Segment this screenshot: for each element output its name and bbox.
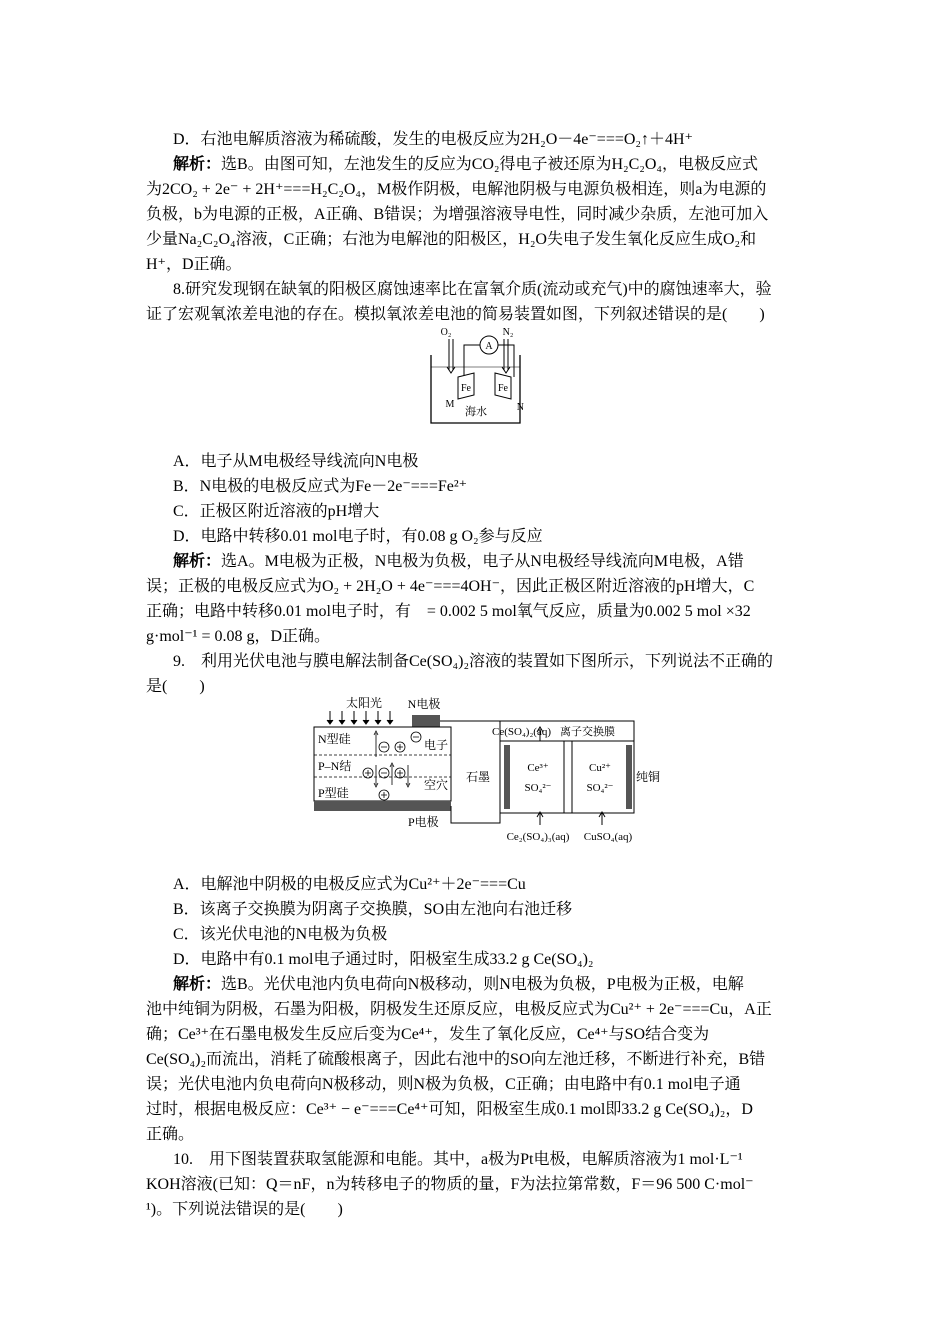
sunlight-label: 太阳光	[345, 696, 383, 710]
q8-analysis-line: 正确；电路中转移0.01 mol电子时，有 = 0.002 5 mol氧气反应，质量为0.002 5 mol ×32	[146, 603, 751, 620]
q9-analysis-line: 池中纯铜为阴极，石墨为阳极，阴极发生还原反应，电极反应式为Cu²⁺ + 2e⁻===Cu，A正	[146, 1001, 772, 1018]
q9-analysis-line: 解析：选B。光伏电池内负电荷向N极移动，则N电极为负极，P电极为正极，电解	[173, 976, 744, 993]
photovoltaic-electrolysis-figure	[312, 693, 661, 853]
q8-analysis-line: 误；正极的电极反应式为O₂ + 2H₂O + 4e⁻===4OH⁻，因此正极区附近溶液的pH增大，C	[146, 578, 755, 595]
q9-option: C．该光伏电池的N电极为负极	[173, 926, 388, 943]
q7-analysis-line: 负极，b为电源的正极，A正确、B错误；为增强溶液导电性，同时减少杂质，左池可加入	[146, 206, 769, 223]
sunlight-arrows	[327, 711, 393, 724]
inlet-right-label: CuSO₄(aq)	[583, 831, 633, 843]
pn-label: P–N结	[318, 759, 352, 773]
q9-analysis-line: 误；光伏电池内负电荷向N极移动，则N极为负极，C正确；由电路中有0.1 mol电子通	[146, 1076, 741, 1093]
so4-right-label: SO₄²⁻	[586, 782, 614, 794]
q7-analysis-line: H⁺，D正确。	[146, 256, 242, 273]
q9-option: D．电路中有0.1 mol电子通过时，阳极室生成33.2 g Ce(SO₄)₂	[173, 951, 594, 968]
q8-option: C．正极区附近溶液的pH增大	[173, 503, 380, 520]
q9-analysis-line: Ce(SO₄)₂而流出，消耗了硫酸根离子，因此右池中的SO向左池迁移，不断进行补充，B错	[146, 1051, 766, 1068]
o2-label: O₂	[440, 327, 452, 338]
q9-stem-line: 是( )	[146, 678, 205, 695]
cu-ion-label: Cu²⁺	[589, 762, 611, 774]
membrane-label: 离子交换膜	[560, 726, 615, 738]
q10-stem-line: KOH溶液(已知：Q＝nF，n为转移电子的物质的量，F为法拉第常数，F＝96 500 C·mol⁻	[146, 1176, 754, 1193]
so4-left-label: SO₄²⁻	[524, 782, 552, 794]
n2-label: N₂	[502, 327, 514, 338]
outlet-label: Ce(SO₄)₂(aq)	[492, 726, 551, 738]
ammeter-label: A	[485, 341, 493, 352]
hole-label: 空穴	[424, 778, 449, 792]
seawater-label: 海水	[465, 406, 487, 418]
q9-analysis-line: 过时，根据电极反应：Ce³⁺ − e⁻===Ce⁴⁺可知，阳极室生成0.1 mol即33.2 g Ce(SO₄)₂，D	[146, 1101, 753, 1118]
q8-analysis-line: g·mol⁻¹ = 0.08 g，D正确。	[146, 628, 331, 645]
graphite-label: 石墨	[466, 770, 491, 784]
q8-option: A．电子从M电极经导线流向N电极	[173, 453, 419, 470]
n-si-label: N型硅	[318, 732, 351, 746]
fe-right-label: Fe	[498, 383, 508, 394]
q10-stem-line: 10. 用下图装置获取氢能源和电能。其中，a极为Pt电极，电解质溶液为1 mol·L⁻¹	[173, 1151, 743, 1168]
q9-stem-line: 9. 利用光伏电池与膜电解法制备Ce(SO₄)₂溶液的装置如下图所示，下列说法不正确的	[173, 653, 774, 670]
graphite-electrode	[504, 745, 510, 809]
ion-exchange-membrane	[564, 741, 572, 813]
q8-option: B．N电极的电极反应式为Fe－2e⁻===Fe²⁺	[173, 478, 468, 495]
inlet-left-label: Ce₂(SO₄)₃(aq)	[506, 831, 570, 843]
analysis-label: 解析：	[173, 976, 222, 993]
p-si-label: P型硅	[318, 786, 349, 800]
electron-label: 电子	[424, 738, 449, 752]
p-electrode-plate	[314, 801, 451, 811]
analysis-label: 解析：	[173, 553, 222, 570]
q9-analysis-line: 确；Ce³⁺在石墨电极发生反应后变为Ce⁴⁺，发生了氧化反应，Ce⁴⁺与SO结合变为	[146, 1026, 710, 1043]
n-label: N	[516, 402, 524, 413]
n-electrode-plate	[412, 715, 440, 727]
q7-option-d: D．右池电解质溶液为稀硫酸，发生的电极反应为2H₂O－4e⁻===O₂↑＋4H⁺	[173, 131, 693, 148]
q9-option: A．电解池中阴极的电极反应式为Cu²⁺＋2e⁻===Cu	[173, 876, 526, 893]
q7-analysis-line: 解析：选B。由图可知，左池发生的反应为CO₂得电子被还原为H₂C₂O₄，电极反应式	[173, 156, 759, 173]
q10-stem-line: ¹)。下列说法错误的是( )	[146, 1201, 343, 1218]
copper-electrode	[626, 745, 632, 809]
p-electrode-label: P电极	[408, 815, 439, 829]
q9-option: B．该离子交换膜为阴离子交换膜，SO由左池向右池迁移	[173, 901, 573, 918]
q8-analysis-line: 解析：选A。M电极为正极，N电极为负极，电子从N电极经导线流向M电极，A错	[173, 553, 744, 570]
q8-stem-line: 证了宏观氧浓差电池的存在。模拟氧浓差电池的简易装置如图，下列叙述错误的是( )	[146, 306, 765, 323]
q9-analysis-line: 正确。	[146, 1126, 195, 1143]
pure-copper-label: 纯铜	[636, 770, 661, 784]
q8-stem-line: 8.研究发现钢在缺氧的阳极区腐蚀速率比在富氧介质(流动或充气)中的腐蚀速率大，验	[173, 281, 772, 298]
ce-ion-label: Ce³⁺	[527, 762, 549, 774]
q7-analysis-line: 为2CO₂ + 2e⁻ + 2H⁺===H₂C₂O₄，M极作阴极，电解池阴极与电源负极相连，则a为电源的	[146, 181, 767, 198]
n-electrode-label: N电极	[407, 697, 441, 711]
q7-analysis-line: 少量Na₂C₂O₄溶液，C正确；右池为电解池的阳极区，H₂O失电子发生氧化反应生成O₂和	[146, 231, 757, 248]
analysis-label: 解析：	[173, 156, 222, 173]
q8-option: D．电路中转移0.01 mol电子时，有0.08 g O₂参与反应	[173, 528, 543, 545]
fe-left-label: Fe	[461, 383, 471, 394]
m-label: M	[445, 399, 455, 410]
oxygen-concentration-cell-figure	[428, 325, 524, 427]
